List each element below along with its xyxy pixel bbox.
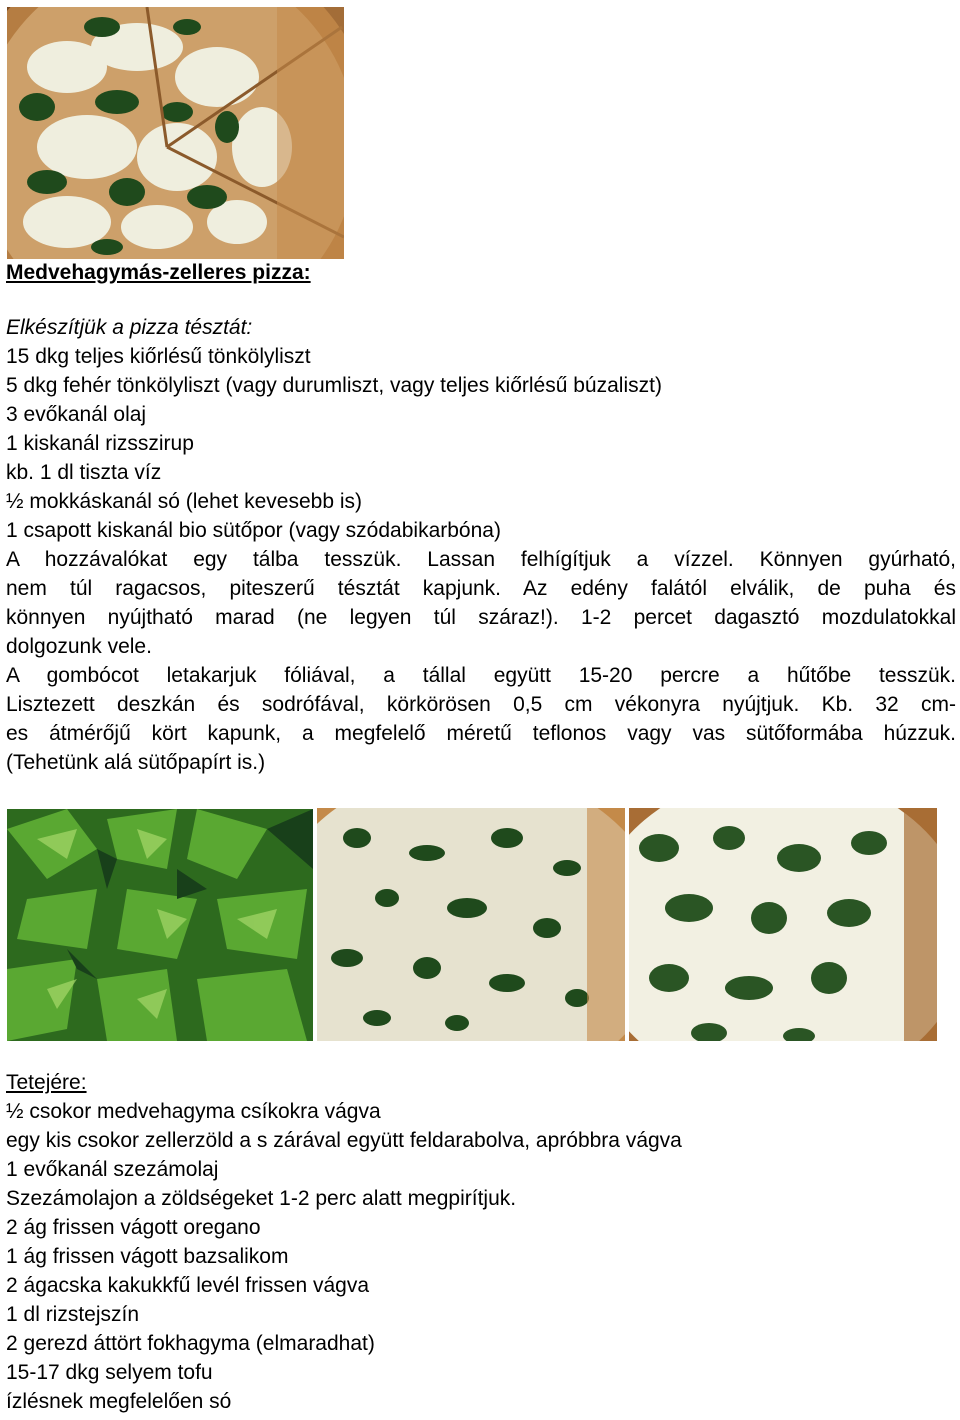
topping-line: Szezámolajon a zöldségeket 1-2 perc alatt megpirítjuk. (6, 1187, 517, 1210)
dough-ingredient: 15 dkg teljes kiőrlésű tönkölyliszt (6, 345, 311, 368)
topping-line: 1 evőkanál szezámolaj (6, 1158, 219, 1181)
method-line: A hozzávalókat egy tálba tesszük. Lassan felhígítjuk a vízzel. Könnyen gyúrható, (6, 548, 956, 571)
dough-ingredient: kb. 1 dl tiszta víz (6, 461, 162, 484)
topping-line: 2 ág frissen vágott oregano (6, 1216, 261, 1239)
topping-line: 2 gerezd áttört fokhagyma (elmaradhat) (6, 1332, 375, 1355)
method-line: es átmérőjű kört kapunk, a megfelelő méretű teflonos vagy vas sütőformába húzzuk. (6, 722, 956, 745)
method-line: (Tehetünk alá sütőpapírt is.) (6, 751, 266, 774)
topping-line: ½ csokor medvehagyma csíkokra vágva (6, 1100, 381, 1123)
topping-line: 1 dl rizstejszín (6, 1303, 140, 1326)
dough-section (6, 313, 956, 777)
topping-line: 2 ágacska kakukkfű levél frissen vágva (6, 1274, 370, 1297)
method-line: könnyen nyújtható marad (ne legyen túl száraz!). 1-2 percet dagasztó mozdulatokkal (6, 606, 956, 629)
topping-line: 1 ág frissen vágott bazsalikom (6, 1245, 289, 1268)
page-title: Medvehagymás-zelleres pizza: (6, 261, 311, 284)
topping-line: egy kis csokor zellerzöld a s zárával együtt feldarabolva, apróbbra vágva (6, 1129, 682, 1152)
dough-ingredient: 1 csapott kiskanál bio sütőpor (vagy szódabikarbóna) (6, 519, 501, 542)
method-line: A gombócot letakarjuk fóliával, a tállal együtt 15-20 percre a hűtőbe tesszük. (6, 664, 956, 687)
pizza-photo-top (7, 7, 344, 259)
dough-heading: Elkészítjük a pizza tésztát: (6, 316, 253, 339)
topped-pizza-photo (629, 808, 937, 1041)
pizza-base-photo (317, 808, 625, 1041)
dough-ingredient: 5 dkg fehér tönkölyliszt (vagy durumliszt, vagy teljes kiőrlésű búzaliszt) (6, 374, 662, 397)
method-line: dolgozunk vele. (6, 635, 152, 658)
topping-line: 15-17 dkg selyem tofu (6, 1361, 213, 1384)
topping-section (6, 1068, 956, 1416)
method-line: nem túl ragacsos, piteszerű tésztát kapjunk. Az edény falától elválik, de puha és (6, 577, 956, 600)
dough-ingredient: ½ mokkáskanál só (lehet kevesebb is) (6, 490, 363, 513)
chopped-greens-photo (7, 809, 313, 1041)
method-line: Lisztezett deszkán és sodrófával, körkörösen 0,5 cm vékonyra nyújtjuk. Kb. 32 cm- (6, 693, 956, 716)
topping-heading: Tetejére: (6, 1071, 87, 1094)
dough-ingredient: 1 kiskanál rizsszirup (6, 432, 194, 455)
dough-ingredient: 3 evőkanál olaj (6, 403, 147, 426)
topping-line: ízlésnek megfelelően só (6, 1390, 232, 1413)
